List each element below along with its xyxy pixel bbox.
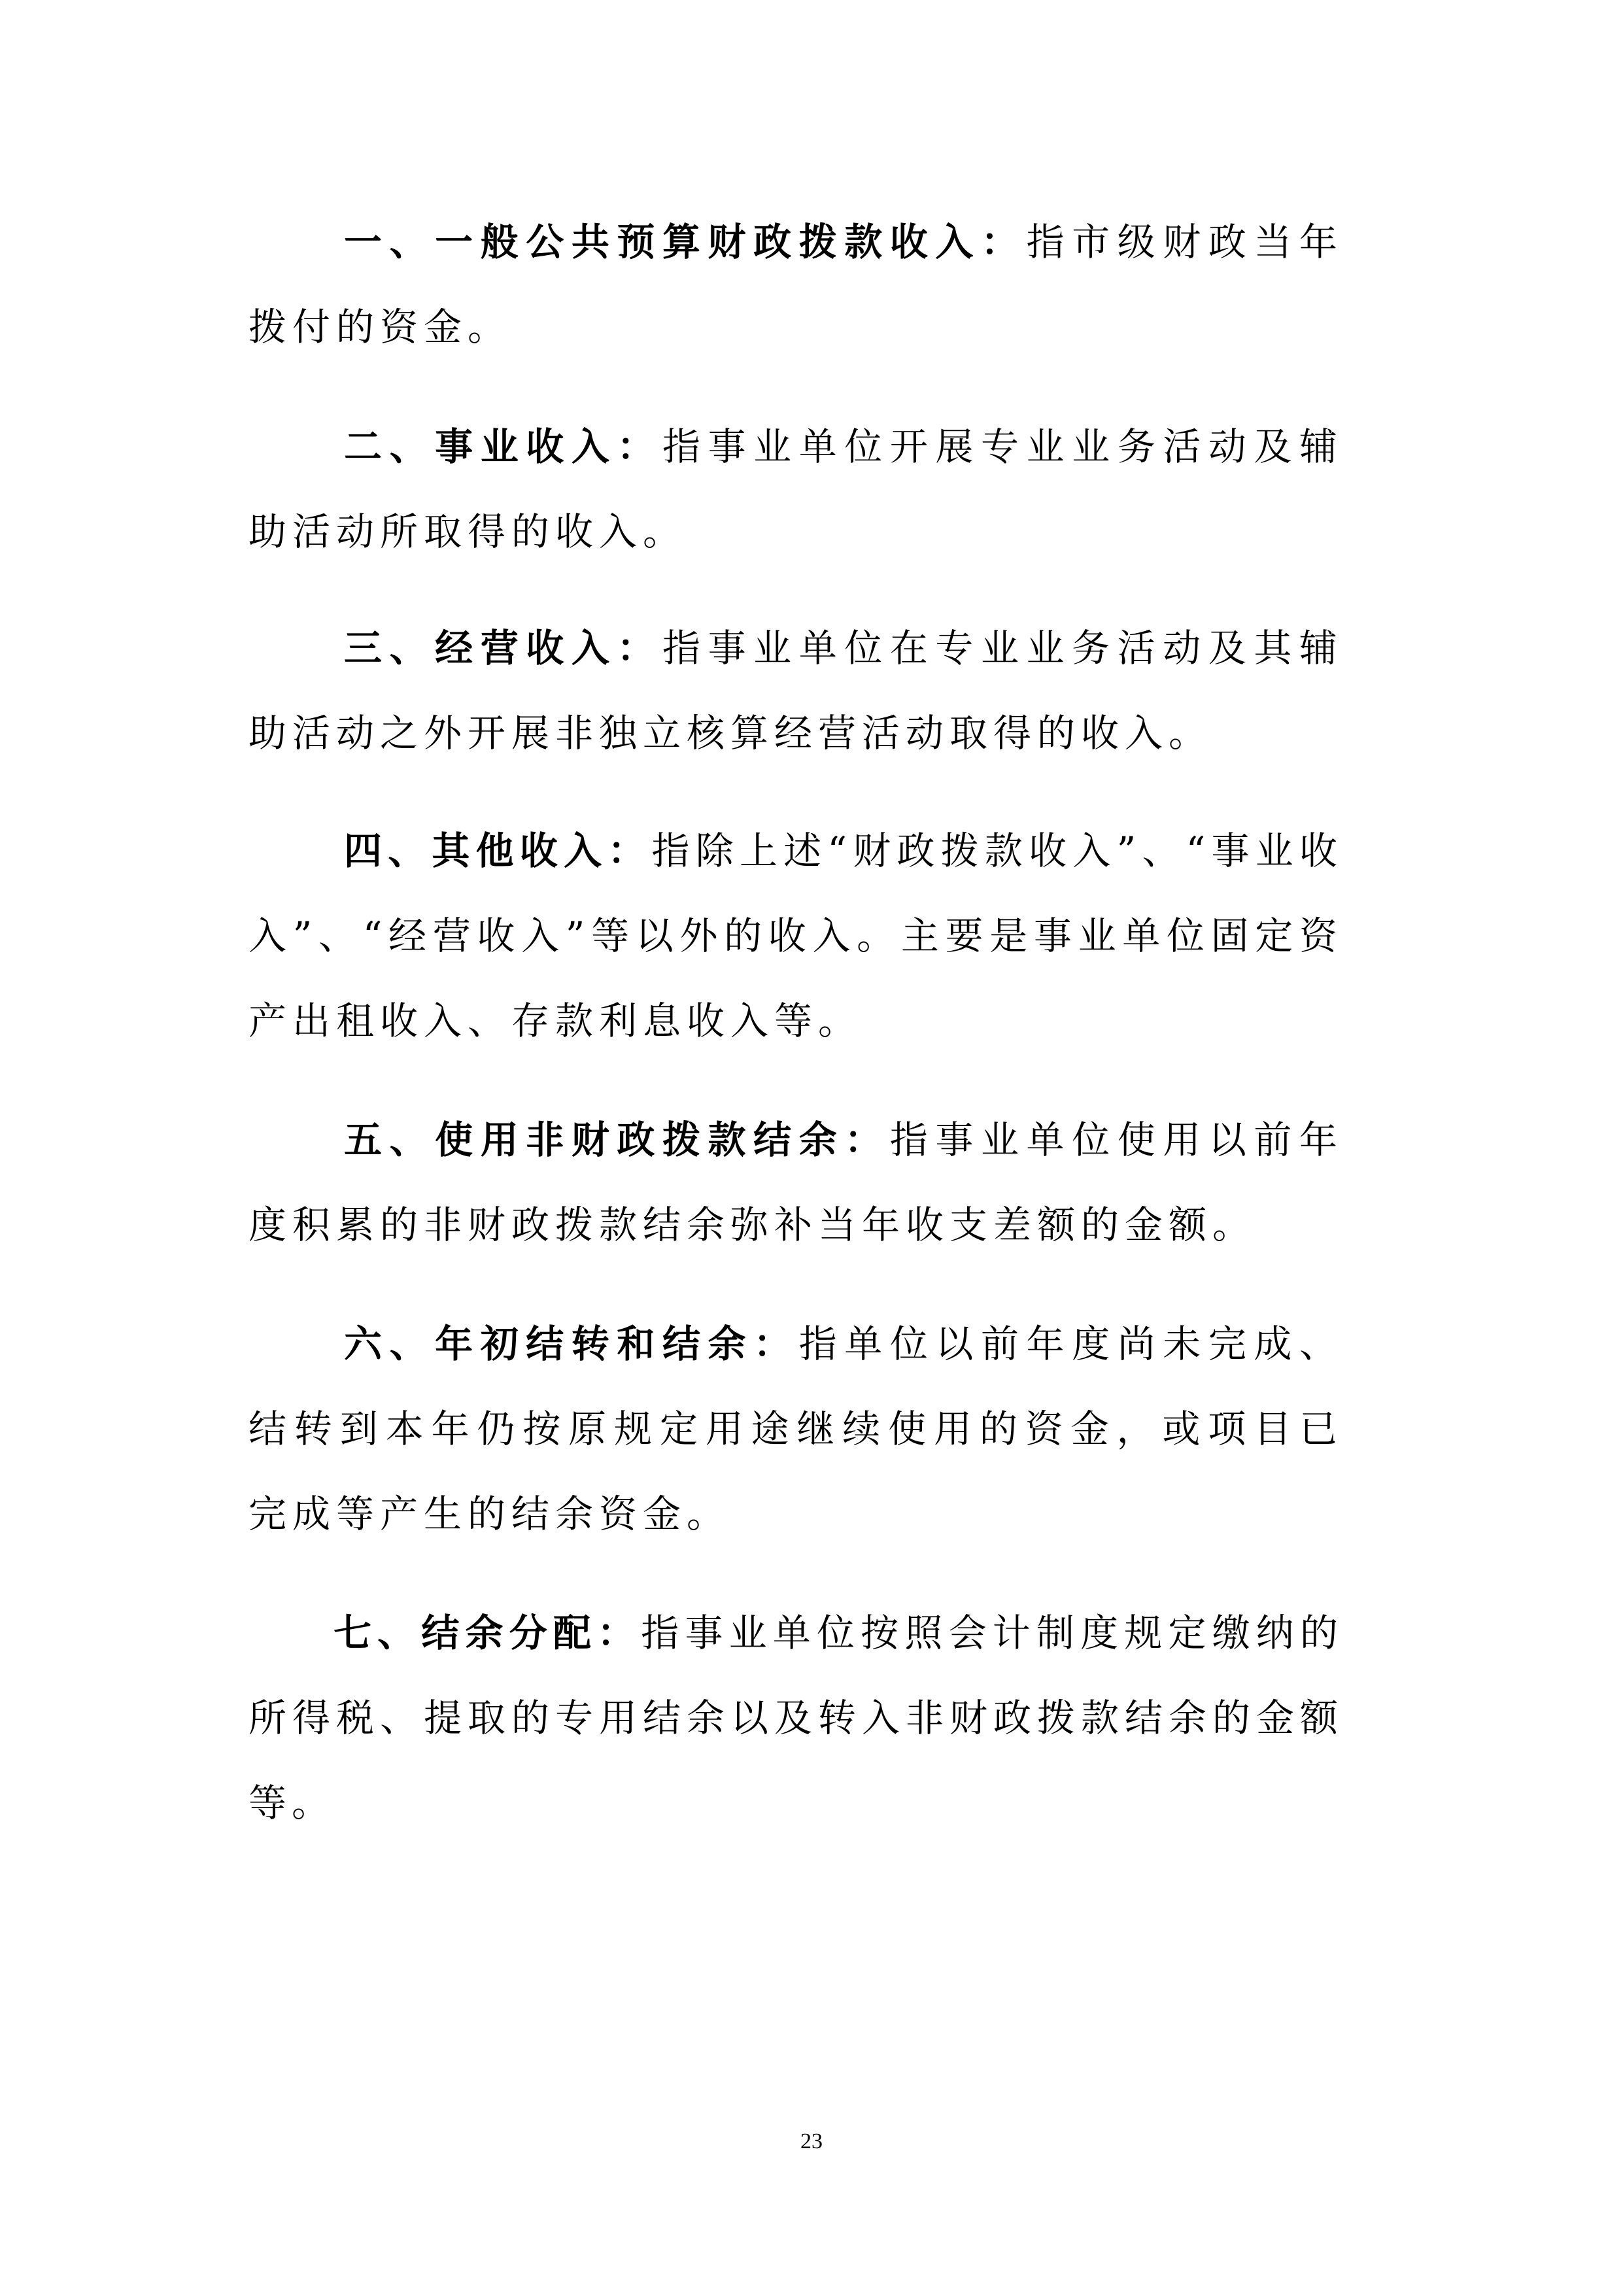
definition-text-5: 指事业单位使用以前年度积累的非财政拨款结余弥补当年收支差额的金额。 xyxy=(248,1118,1343,1247)
definition-term-4: 四、其他收入： xyxy=(344,829,652,873)
definition-text-7: 指事业单位按照会计制度规定缴纳的所得税、提取的专用结余以及转入非财政拨款结余的金额等。 xyxy=(248,1611,1343,1825)
definition-paragraph-1 xyxy=(248,199,1343,369)
definition-paragraph-2 xyxy=(248,404,1343,574)
definition-term-6: 六、年初结转和结余： xyxy=(344,1322,799,1366)
definition-text-1: 指市级财政当年拨付的资金。 xyxy=(248,220,1343,349)
definition-paragraph-3 xyxy=(248,606,1343,776)
definition-text-6: 指单位以前年度尚未完成、结转到本年仍按原规定用途继续使用的资金，或项目已完成等产生的结余资金。 xyxy=(248,1322,1343,1536)
definition-text-2: 指事业单位开展专业业务活动及辅助活动所取得的收入。 xyxy=(248,424,1343,554)
definition-text-4: 指除上述“财政拨款收入”、“事业收入”、“经营收入”等以外的收入。主要是事业单位固定资产出租收入、存款利息收入等。 xyxy=(248,829,1343,1043)
document-body xyxy=(248,199,1343,1880)
definition-paragraph-6 xyxy=(248,1301,1343,1556)
definition-text-3: 指事业单位在专业业务活动及其辅助活动之外开展非独立核算经营活动取得的收入。 xyxy=(248,626,1343,755)
definition-paragraph-7 xyxy=(248,1590,1343,1845)
definition-term-1: 一、一般公共预算财政拨款收入： xyxy=(344,220,1027,264)
definition-term-3: 三、经营收入： xyxy=(344,626,662,670)
definition-paragraph-5 xyxy=(248,1097,1343,1267)
definition-term-7: 七、结余分配： xyxy=(333,1611,641,1655)
definition-term-2: 二、事业收入： xyxy=(344,424,662,469)
definition-term-5: 五、使用非财政拨款结余： xyxy=(344,1118,890,1162)
definition-paragraph-4 xyxy=(248,808,1343,1063)
page-number: 23 xyxy=(800,2129,823,2153)
